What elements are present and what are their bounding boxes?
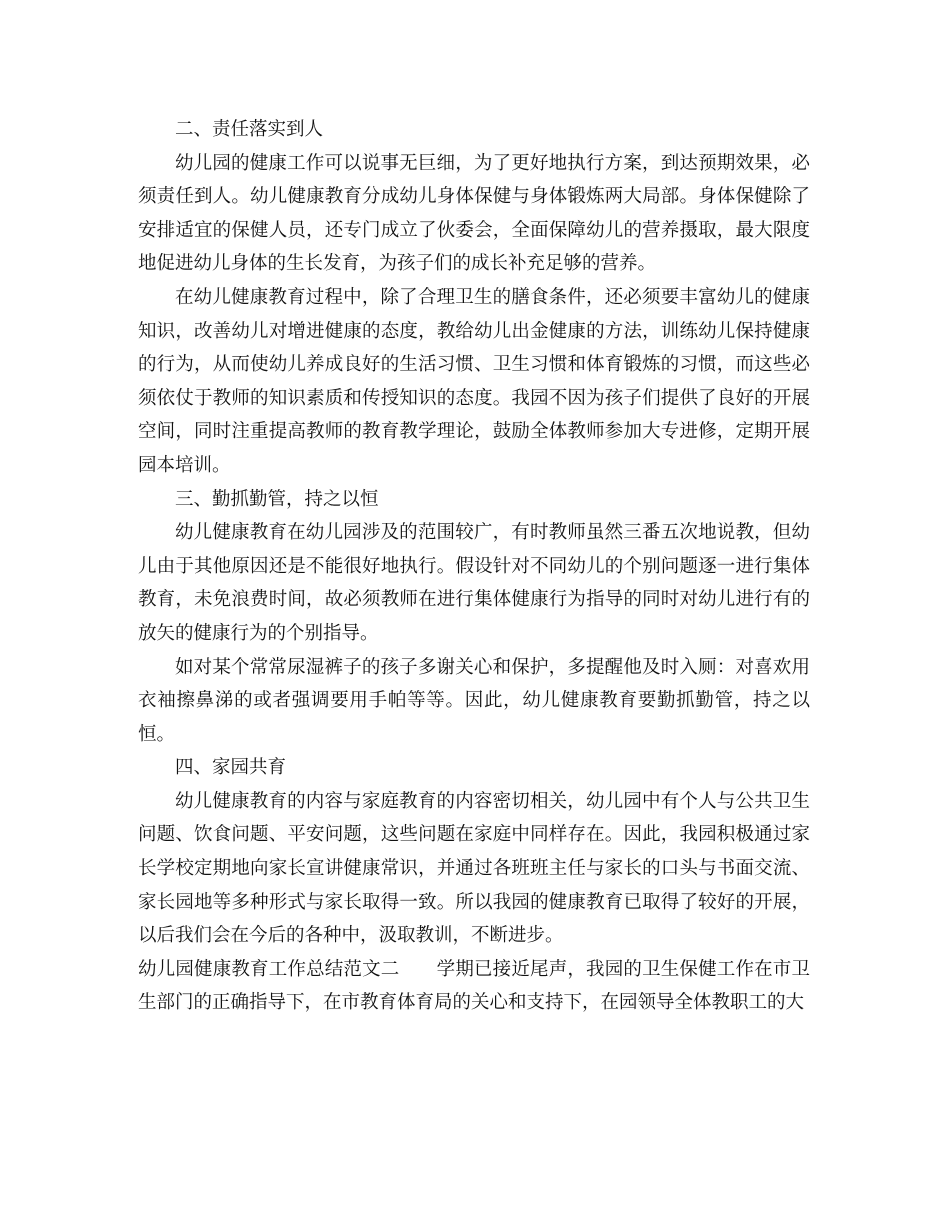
second-document-intro — [138, 953, 810, 1020]
paragraph: 在幼儿健康教育过程中，除了合理卫生的膳食条件，还必须要丰富幼儿的健康知识，改善幼儿对增进健康的态度，教给幼儿出金健康的方法，训练幼儿保持健康的行为，从而使幼儿养成良好的生活习惯、卫生习惯和体育锻炼的习惯，而这些必须依仗于教师的知识素质和传授知识的态度。我园不因为孩子们提供了良好的开展空间，同时注重提高教师的教育教学理论，鼓励全体教师参加大专进修，定期开展园本培训。 — [138, 286, 810, 476]
section-heading-responsibility: 二、责任落实到人 — [175, 119, 324, 140]
second-document-text: 学期已接近尾声，我园的卫生保健工作在市卫生部门的正确指导下，在市教育体育局的关心和支持下，在园领导全体教职工的大 — [138, 958, 810, 1014]
paragraph: 幼儿健康教育的内容与家庭教育的内容密切相关，幼儿园中有个人与公共卫生问题、饮食问题、平安问题，这些问题在家庭中同样存在。因此，我园积极通过家长学校定期地向家长宣讲健康常识，并通过各班班主任与家长的口头与书面交流、家长园地等多种形式与家长取得一致。所以我园的健康教育已取得了较好的开展，以后我们会在今后的各种中，汲取教训，不断进步。 — [138, 790, 810, 947]
section-heading-home-school: 四、家园共育 — [175, 757, 287, 779]
second-document-title: 幼儿园健康教育工作总结范文二 — [138, 958, 400, 980]
section-heading-persistence: 三、勤抓勤管，持之以恒 — [175, 488, 379, 510]
paragraph: 如对某个常常尿湿裤子的孩子多谢关心和保护，多提醒他及时入厕：对喜欢用衣袖擦鼻涕的或者强调要用手帕等等。因此，幼儿健康教育要勤抓勤管，持之以恒。 — [138, 656, 810, 745]
paragraph: 幼儿健康教育在幼儿园涉及的范围较广，有时教师虽然三番五次地说教，但幼儿由于其他原因还是不能很好地执行。假设针对不同幼儿的个别问题逐一进行集体教育，未免浪费时间，故必须教师在进行集体健康行为指导的同时对幼儿进行有的放矢的健康行为的个别指导。 — [138, 522, 810, 644]
paragraph: 幼儿园的健康工作可以说事无巨细，为了更好地执行方案，到达预期效果，必须责任到人。幼儿健康教育分成幼儿身体保健与身体锻炼两大局部。身体保健除了安排适宜的保健人员，还专门成立了伙委会，全面保障幼儿的营养摄取，最大限度地促进幼儿身体的生长发育，为孩子们的成长补充足够的营养。 — [138, 152, 810, 275]
document-body — [138, 113, 810, 1020]
